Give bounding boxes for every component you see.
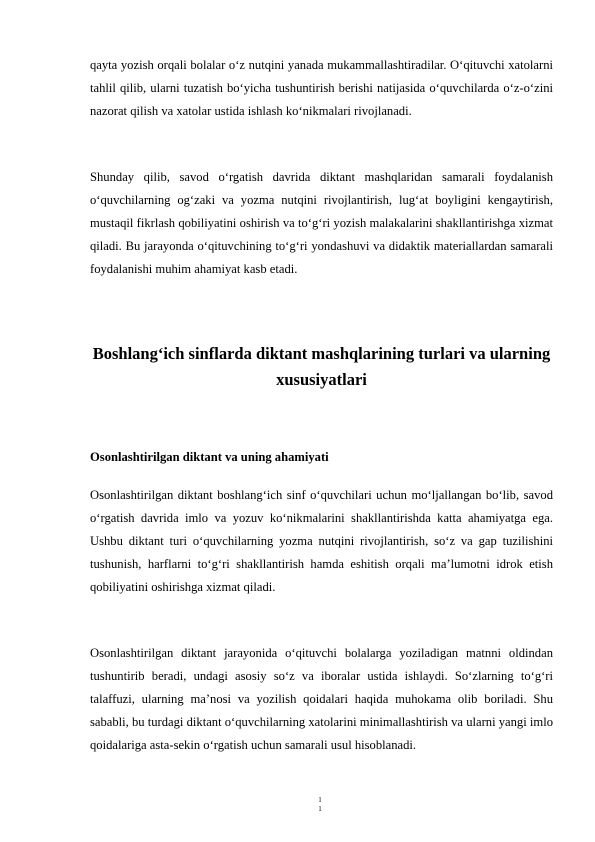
page-number: [310, 796, 330, 814]
paragraph-3: Osonlashtirilgan diktant boshlang‘ich sinf o‘quvchilari uchun mo‘ljallangan bo‘lib, savod o‘rgatish davrida imlo va yozuv ko‘nikmalarini shakllantirishda katta ahamiyatga ega. Ushbu diktant turi o‘quvchilarning yozma nutqini rivojlantirish, so‘z va gap tuzilishini tushunish, harflarni to‘g‘ri shakllantirish hamda eshitish orqali ma’lumotni idrok etish qobiliyatini oshirishga xizmat qiladi.: [90, 488, 553, 594]
paragraph-4: Osonlashtirilgan diktant jarayonida o‘qituvchi bolalarga yoziladigan matnni oldindan tushuntirib beradi, undagi asosiy so‘z va iboralar ustida ishlaydi. So‘zlarning to‘g‘ri talaffuzi, ularning ma’nosi va yozilish qoidalari haqida muhokama olib boriladi. Shu sababli, bu turdagi diktant o‘quvchilarning xatolarini minimallashtirish va ularni yangi imlo qoidalariga asta-sekin o‘rgatish uchun samarali usul hisoblanadi.: [90, 646, 553, 752]
page-number-line-1: 1: [318, 796, 322, 804]
page-number-line-2: 1: [318, 805, 322, 813]
paragraph-2: Shunday qilib, savod o‘rgatish davrida diktant mashqlaridan samarali foydalanish o‘quvchilarning og‘zaki va yozma nutqini rivojlantirish, lug‘at boyligini kengaytirish, mustaqil fikrlash qobiliyatini oshirish va to‘g‘ri yozish malakalarini shakllantirishga xizmat qiladi. Bu jarayonda o‘qituvchining to‘g‘ri yondashuvi va didaktik materiallardan samarali foydalanishi muhim ahamiyat kasb etadi.: [90, 170, 553, 276]
section-heading: Boshlang‘ich sinflarda diktant mashqlarining turlari va ularning xususiyatlari: [92, 344, 551, 389]
paragraph-1: qayta yozish orqali bolalar o‘z nutqini yanada mukammallashtiradilar. O‘qituvchi xatolarni tahlil qilib, ularni tuzatish bo‘yicha tushuntirish berishi natijasida o‘quvchilarda o‘z-o‘zini nazorat qilish va xatolar ustida ishlash ko‘nikmalari rivojlanadi.: [90, 58, 553, 118]
subsection-heading: Osonlashtirilgan diktant va uning ahamiyati: [90, 450, 329, 464]
